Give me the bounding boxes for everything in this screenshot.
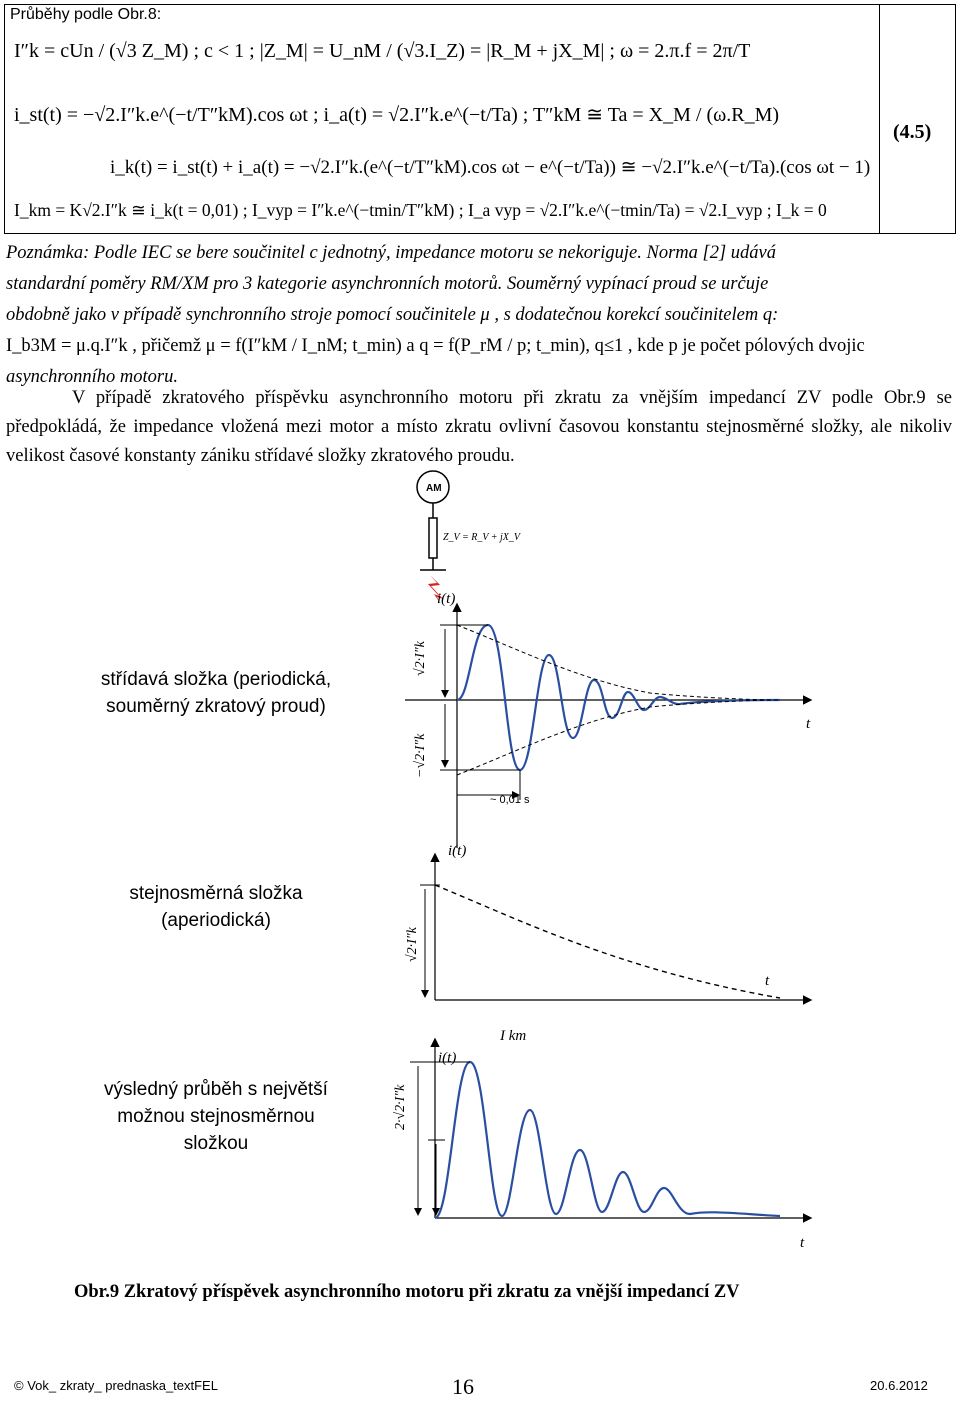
graph2-y-label: i(t): [448, 843, 467, 859]
result-curve: [435, 1062, 780, 1218]
motor-label: AM: [426, 483, 442, 494]
graph1-pos-amplitude: √2·I″k: [413, 641, 428, 676]
note-line-5: asynchronního motoru.: [6, 367, 178, 387]
note-line-2: standardní poměry RM/XM pro 3 kategorie asynchronních motorů. Souměrný vypínací proud se určuje: [6, 274, 769, 294]
equation-row-3: i_k(t) = i_st(t) + i_a(t) = −√2.I″k.(e^(−t/T″kM).cos ωt − e^(−t/Ta)) ≅ −√2.I″k.e^(−t/Ta).(cos ωt − 1): [110, 157, 871, 178]
graph1-time-mark: ~ 0,01 s: [490, 794, 530, 806]
heading: Průběhy podle Obr.8:: [10, 6, 162, 23]
dc-curve: [435, 885, 780, 998]
graph2-desc-line-1: stejnosměrná složka: [129, 883, 303, 904]
footer-date: 20.6.2012: [870, 1378, 928, 1393]
footer-copyright: © Vok_ zkraty_ prednaska_textFEL: [14, 1378, 218, 1393]
note-line-4: I_b3M = μ.q.I″k , přičemž μ = f(I″kM / I_nM; t_min) a q = f(P_rM / p; t_min), q≤1 , kde p je počet pólových dvojic: [6, 336, 865, 356]
graph-dc-component: [405, 843, 810, 1000]
graph2-amplitude: √2·I″k: [405, 927, 420, 962]
figure-obr9: [0, 470, 960, 1280]
graph2-description: [86, 880, 346, 934]
equation-row-4: I_km = K√2.I″k ≅ i_k(t = 0,01) ; I_vyp = I″k.e^(−tmin/T″kM) ; I_a vyp = √2.I″k.e^(−tmin/Ta) = √2.I_vyp ; I_k = 0: [14, 200, 827, 220]
graph-ac-component: [405, 591, 811, 848]
graph3-peak-label: I km: [500, 1028, 527, 1044]
note-line-1: Poznámka: Podle IEC se bere součinitel c jednotný, impedance motoru se nekoriguje. Norma [2] udává: [6, 243, 776, 263]
note-block: [6, 238, 952, 393]
impedance-label: Z_V = R_V + jX_V: [443, 532, 521, 543]
graph2-x-label: t: [765, 973, 770, 989]
note-line-3: obdobně jako v případě synchronního stroje pomocí součinitele μ , s dodatečnou korekcí součinitelem q:: [6, 305, 779, 325]
figure-caption: Obr.9 Zkratový příspěvek asynchronního motoru při zkratu za vnější impedancí ZV: [74, 1282, 740, 1302]
graph1-x-label: t: [806, 716, 811, 732]
graph1-neg-amplitude: −√2·I″k: [413, 733, 428, 778]
equation-row-2: i_st(t) = −√2.I″k.e^(−t/T″kM).cos ωt ; i_a(t) = √2.I″k.e^(−t/Ta) ; T″kM ≅ Ta = X_M / (ω.R_M): [14, 104, 780, 126]
graph1-desc-line-1: střídavá složka (periodická,: [100, 669, 332, 690]
graph3-desc-line-3: složkou: [183, 1133, 249, 1154]
graph2-desc-line-2: (aperiodická): [161, 910, 271, 931]
graph3-description: [86, 1076, 346, 1157]
graph3-desc-line-2: možnou stejnosměrnou: [117, 1106, 315, 1127]
graph1-y-label: i(t): [437, 591, 456, 607]
equation-divider: [879, 5, 880, 233]
graph3-desc-line-1: výsledný průběh s největší: [104, 1079, 328, 1100]
ac-curve: [457, 625, 780, 770]
graph3-x-label: t: [800, 1235, 805, 1251]
graph1-desc-line-2: souměrný zkratový proud): [106, 696, 326, 717]
equation-row-1: I″k = cUn / (√3 Z_M) ; c < 1 ; |Z_M| = U_nM / (√3.I_Z) = |R_M + jX_M| ; ω = 2.π.f = 2π/T: [14, 40, 751, 62]
equation-number: (4.5): [893, 121, 932, 143]
motor-schematic: [417, 471, 522, 603]
graph1-description: [86, 666, 346, 720]
graph-result: [393, 1028, 810, 1251]
graph3-amplitude: 2·√2·I″k: [393, 1084, 408, 1130]
footer-page-number: 16: [452, 1374, 474, 1399]
impedance-symbol: [429, 518, 437, 558]
body-paragraph: V případě zkratového příspěvku asynchronního motoru při zkratu za vnějším impedancí ZV podle Obr.9 se předpokládá, že impedance vložená mezi motor a místo zkratu ovlivní časovou konstantu stejnosměrné složky, ale nikoliv velikost časové konstanty zániku střídavé složky zkratového proudu.: [6, 388, 952, 466]
graph3-y-label: i(t): [438, 1050, 457, 1066]
